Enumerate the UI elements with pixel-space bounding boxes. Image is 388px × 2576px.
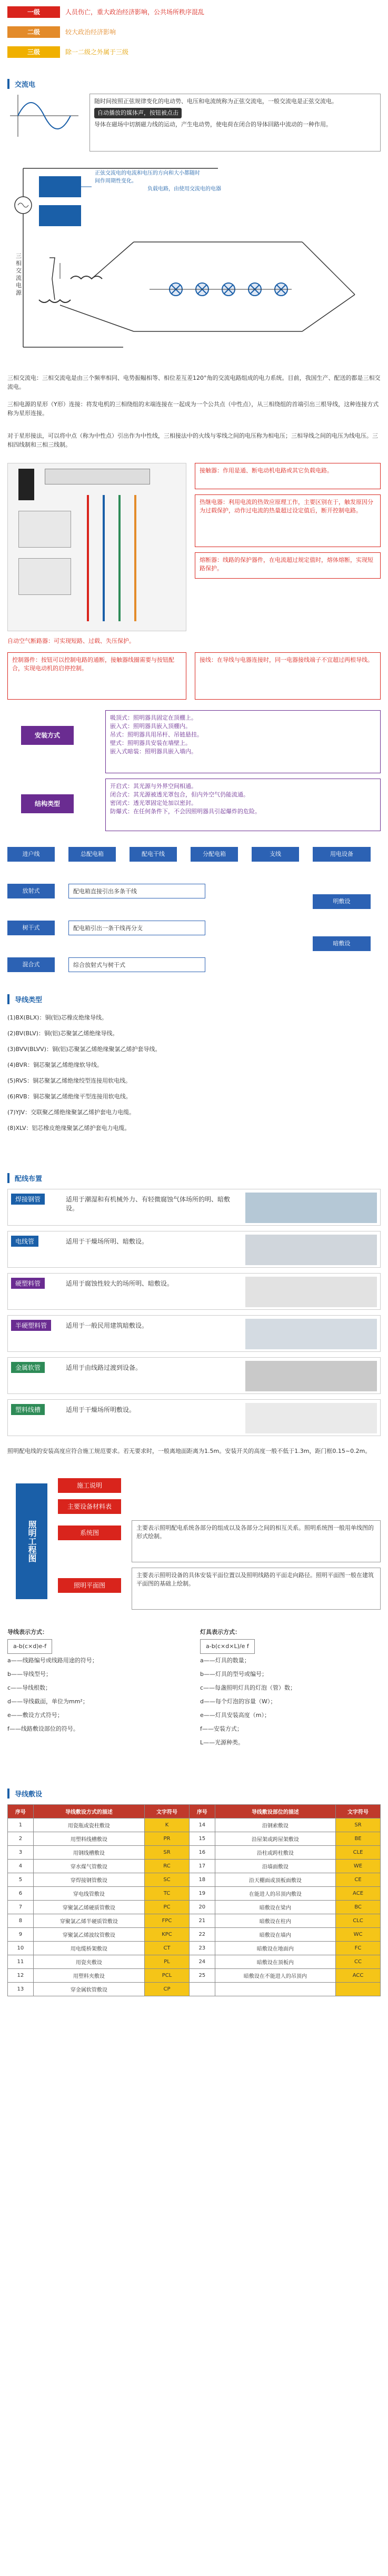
section-wire-title: 导线类型 [7,994,42,1004]
formula-line: f——线路敷设部位的符号。 [7,1725,79,1732]
table-cell: 22 [189,1928,215,1942]
pipe-item [7,1357,381,1394]
table-cell: 1 [8,1819,34,1832]
table-cell: 沿天棚面或顶板面敷设 [215,1873,335,1887]
table-cell: WE [336,1860,381,1873]
table-header: 导线敷设部位的描述 [215,1805,335,1819]
drawing-tag-2: 主要设备材料表 [58,1499,121,1514]
breaker-photo [7,463,186,631]
wire-item: (6)RVB：铜芯聚氯乙烯绝缘平型连接用软电线。 [7,1093,132,1100]
circuit-desc-2: 负载电路，由使用交流电的电器 [147,186,221,192]
table-cell: 9 [8,1928,34,1942]
structure-left-label: 结构类型 [21,794,74,813]
table-cell: 用瓷瓶或瓷柱敷设 [33,1819,144,1832]
table-cell: 19 [189,1887,215,1901]
section-ac-title: 交流电 [7,79,35,89]
flow-row-3: 混合式 [7,957,55,972]
level-tag-3: 三级 [7,46,60,58]
pipe-photo [245,1235,377,1265]
table-cell: CC [336,1955,381,1969]
wire-item: (8)XLV：铝芯橡皮绝缘聚氯乙烯护套电力电缆。 [7,1125,131,1132]
table-cell: RC [145,1860,190,1873]
table-cell: SC [145,1873,190,1887]
table-row [8,1819,381,1832]
label-breaker: 自动空气断路器：可实现短路、过载、失压保护。 [7,638,135,644]
formula-line2: d——每个灯泡的容量（W）； [200,1698,276,1705]
flow-side-1: 明敷设 [313,894,371,909]
table-cell: 穿聚氯乙烯硬质管敷设 [33,1901,144,1914]
table-cell: FPC [145,1914,190,1928]
pipe-item [7,1189,381,1226]
table-cell: 5 [8,1873,34,1887]
table-cell: 暗敷设在不能进人的吊顶内 [215,1969,335,1983]
level-text-1: 人员伤亡，重大政治经济影响，公共场所秩序混乱 [65,8,205,16]
table-cell: 用瓷夹敷设 [33,1955,144,1969]
formula-line2: a——灯具的数量； [200,1657,250,1664]
table-cell: 10 [8,1942,34,1955]
formula-title2: 灯具表示方式： [200,1629,241,1635]
formula-expr: a-b(c×d)e-f [7,1639,52,1654]
table-cell: 穿电线管敷设 [33,1887,144,1901]
pipe-photo [245,1193,377,1223]
flow-item-4: 分配电箱 [191,847,238,862]
flow-item-1: 进户线 [7,847,55,862]
lamp-formula [200,1625,381,1750]
formula-line: e——敷设方式符号； [7,1712,63,1719]
table-cell: 暗敷设在梁内 [215,1901,335,1914]
table-row [8,1914,381,1928]
pipe-item [7,1399,381,1436]
table-cell: 用塑料夹敷设 [33,1969,144,1983]
formula-line2: L——光源种类。 [200,1739,244,1746]
table-cell: PR [145,1832,190,1846]
level-text-3: 除一二级之外属于三级 [65,48,129,56]
table-cell: 21 [189,1914,215,1928]
table-cell: KPC [145,1928,190,1942]
table-row [8,1846,381,1860]
wire-item: (5)RVS：铜芯聚氯乙烯绝缘绞型连接用软电线。 [7,1077,132,1084]
table-row [8,1969,381,1983]
label-contactor: 接触器：作用是通、断电动机电路或其它负载电路。 [195,463,381,489]
pipe-photo [245,1319,377,1349]
ac-desc: 随时间按照正弦规律变化的电动势、电压和电流统称为正弦交流电，一般交流电是正弦交流电。 [94,98,337,105]
ac-desc2: 导体在磁场中切割磁力线的运动，产生电动势，使电荷在闭合的导体回路中流动的一种作用。 [94,121,332,128]
contactor-icon [18,511,71,548]
table-header: 文字符号 [336,1805,381,1819]
table-cell: 23 [189,1942,215,1955]
table-row [8,1901,381,1914]
wire-formula [7,1625,186,1736]
wire-item: (2)BV(BLV)：铜(铝)芯聚氯乙烯绝缘导线。 [7,1030,118,1037]
formula-line2: e——灯具安装高度（m）； [200,1712,270,1719]
drawing-tag-4: 照明平面图 [58,1578,121,1593]
wire-item: (3)BVV(BLVV)：铜(铝)芯聚氯乙烯绝缘聚氯乙烯护套导线。 [7,1046,161,1053]
pipe-photo [245,1403,377,1433]
section-table-title: 导线敷设 [7,1789,42,1799]
table-cell: WC [336,1928,381,1942]
table-cell: 穿聚氯乙烯波纹管敷设 [33,1928,144,1942]
table-cell: CLC [336,1914,381,1928]
table-row [8,1942,381,1955]
structure-types: 开启式：其光源与外界空间相通。 闭合式：其光源被透光罩包合，但内外空气仍能流通。 密闭式：透光罩固定处加以密封。 防爆式：在任何条件下，不会因照明器具引起爆炸的危险。 [105,779,381,831]
formula-line: c——导线根数； [7,1684,52,1691]
table-row [8,1928,381,1942]
table-cell: BC [336,1901,381,1914]
drawing-desc-1: 主要表示照明配电系统各部分的组成以及各部分之间的相互关系。照明系统图一般用单线图的形式绘制。 [132,1520,381,1562]
table-cell: 暗敷设在墙内 [215,1928,335,1942]
drawing-left-label: 照明工程图 [16,1483,47,1599]
table-cell: 4 [8,1860,34,1873]
flow-row-2: 树干式 [7,921,55,935]
circuit-desc-1: 正弦交流电的电流和电压的方向和大小都随时间作周期性变化。 [95,170,200,184]
formula-line: b——导线型号； [7,1671,52,1678]
ac-note-3: 对于星形接法，可以将中点（称为中性点）引出作为中性线，三相接法中的火线与零线之间的电压称为相电压；三相导线之间的电压为线电压。三相四线制和三相三线制。 [7,432,378,448]
label-wiring: 控制器件：按钮可以控制电路的通断，接触器线圈需要与按钮配合，实现电动机的启停控制。 [7,652,186,700]
pipe-item [7,1315,381,1352]
install-left-label: 安装方式 [21,726,74,745]
table-cell: 15 [189,1832,215,1846]
flow-row-1: 放射式 [7,884,55,898]
pipe-tag: 焊接钢管 [11,1194,45,1205]
wiring-code-table [7,1804,381,1996]
table-cell: CE [336,1873,381,1887]
table-cell: 暗敷设在顶板内 [215,1955,335,1969]
table-cell: 14 [189,1819,215,1832]
generator-label: 三相交流电源 [16,252,22,296]
pipe-text: 适用于由线路过渡到设备。 [66,1364,142,1371]
label-fuse: 熔断器：线路的保护器件，在电流超过规定值时，熔体熔断，实现短路保护。 [195,552,381,579]
label-delay: 接线：在导线与电器连接时，同一电器接线端子不宜超过两根导线。 [195,652,381,700]
formula-expr2: a-b(c×d×L)/e f [200,1639,255,1654]
table-cell: 13 [8,1983,34,1996]
table-cell: ACC [336,1969,381,1983]
pipe-tag: 半硬塑料管 [11,1320,51,1331]
drawing-intro: 照明配电线的安装高度应符合施工规范要求。若无要求时，一般离地面距离为1.5m。安装开关的高度一般不低于1.3m，距门框0.15~0.2m。 [7,1448,371,1454]
table-cell: ACE [336,1887,381,1901]
table-cell: 8 [8,1914,34,1928]
table-cell: 11 [8,1955,34,1969]
drawing-desc-2: 主要表示照明设备的具体安装平面位置以及照明线路的平面走向路径。照明平面图一般在建筑平面图的基础上绘制。 [132,1568,381,1610]
table-row [8,1955,381,1969]
flow-row-note-3: 综合放射式与树干式 [68,957,205,972]
pipe-tag: 电线管 [11,1236,38,1247]
table-cell: 在能进人的吊顶内敷设 [215,1887,335,1901]
table-cell: 穿焊接钢管敷设 [33,1873,144,1887]
formula-title: 导线表示方式： [7,1629,48,1635]
table-cell: 暗敷设在柱内 [215,1914,335,1928]
wire-item: (7)YJV：交联聚乙烯绝缘聚氯乙烯护套电力电缆。 [7,1109,135,1116]
formula-line2: c——每盏照明灯具的灯泡（管）数； [200,1684,296,1691]
flow-item-5: 支线 [252,847,299,862]
table-header: 文字符号 [145,1805,190,1819]
table-cell: 2 [8,1832,34,1846]
pipe-item [7,1273,381,1310]
formula-line: a——线路编号或线路用途的符号； [7,1657,98,1664]
table-cell: 24 [189,1955,215,1969]
pipe-text: 适用于干燥场所明、暗敷设。 [66,1238,148,1245]
formula-line2: f——安装方式； [200,1725,243,1732]
table-cell: 用电缆桥架敷设 [33,1942,144,1955]
flow-item-3: 配电干线 [130,847,177,862]
wire-item: (4)BVR：铜芯聚氯乙烯绝缘软导线。 [7,1062,103,1068]
pipe-photo [245,1361,377,1391]
table-cell: 7 [8,1901,34,1914]
table-cell: 25 [189,1969,215,1983]
ac-desc-box [89,94,381,151]
pipe-tag: 金属软管 [11,1362,45,1373]
pipe-text: 适用于干燥场所明敷设。 [66,1406,136,1413]
table-cell: 12 [8,1969,34,1983]
table-cell [215,1983,335,1996]
label-thermal-relay: 热继电器：利用电流的热效应原理工作，主要区别在于，触发原因分为过载保护，动作过电流的热量超过设定值后，断开控制电路。 [195,494,381,547]
table-row [8,1983,381,1996]
flow-side-2: 暗敷设 [313,936,371,951]
sine-wave-icon [7,92,81,139]
table-cell [189,1983,215,1996]
terminal-block-icon [45,469,150,484]
table-cell: 暗敷设在地面内 [215,1942,335,1955]
media-popup[interactable]: 自动播放的媒体声，按钮被点击 [94,108,182,118]
table-cell: 沿屋架或跨屋架敷设 [215,1832,335,1846]
drawing-tag-3: 系统图 [58,1526,121,1540]
table-cell: 18 [189,1873,215,1887]
table-cell: SR [336,1819,381,1832]
table-cell: TC [145,1887,190,1901]
table-cell: 3 [8,1846,34,1860]
wire-list [7,1010,381,1136]
table-cell: 穿聚氯乙烯半硬质管敷设 [33,1914,144,1928]
pipe-text: 适用于腐蚀性较大的场所明、暗敷设。 [66,1280,174,1287]
drawing-tag-1: 施工说明 [58,1478,121,1493]
table-cell: 6 [8,1887,34,1901]
table-cell: SR [145,1846,190,1860]
table-row [8,1873,381,1887]
table-cell: 20 [189,1901,215,1914]
pipe-text: 适用于一般民用建筑暗敷设。 [66,1322,148,1329]
pipe-tag: 塑料线槽 [11,1404,45,1415]
wire-item: (1)BX(BLX)：铜(铝)芯橡皮绝缘导线。 [7,1014,108,1021]
table-cell: 沿墙面敷设 [215,1860,335,1873]
ac-note-2: 三相电源的星形（Y形）连接：将发电机的三相绕组的末端连接在一起成为一个公共点（中性点），从三相绕组的首端引出三根导线，这种连接方式称为星形连接。 [7,401,379,417]
install-methods: 吸顶式：照明器具固定在顶棚上。 嵌入式：照明器具嵌入顶棚内。 吊式：照明器具用吊杆、吊链悬挂。 壁式：照明器具安装在墙壁上。 嵌入式暗装：照明器具嵌入墙内。 [105,710,381,773]
table-cell: 沿钢索敷设 [215,1819,335,1832]
pipe-item [7,1231,381,1268]
level-text-2: 较大政治经济影响 [65,28,116,36]
table-cell [336,1983,381,1996]
table-cell: CP [145,1983,190,1996]
table-row [8,1887,381,1901]
relay-icon [18,558,71,595]
flow-item-2: 总配电箱 [68,847,116,862]
pipe-photo [245,1277,377,1307]
flow-row-note-1: 配电箱直接引出多条干线 [68,884,205,898]
section-pipe-title: 配线布置 [7,1173,42,1183]
table-header: 序号 [189,1805,215,1819]
breaker-icon [18,469,34,500]
table-header: 序号 [8,1805,34,1819]
table-header: 导线敷设方式的描述 [33,1805,144,1819]
table-cell: 穿水煤气管敷设 [33,1860,144,1873]
pipe-text: 适用于潮湿和有机械外力、有轻微腐蚀气体场所的明、暗敷设。 [66,1196,231,1212]
formula-line2: b——灯具的型号或编号； [200,1671,267,1678]
table-cell: K [145,1819,190,1832]
ac-note-1: 三相交流电：三相交流电是由三个频率相同、电势振幅相等、相位差互差120°角的交流电路组成的电力系统。目前，我国生产、配送的都是三相交流电。 [7,375,381,390]
table-cell: FC [336,1942,381,1955]
pipe-tag: 硬塑料管 [11,1278,45,1289]
table-cell: 穿金属软管敷设 [33,1983,144,1996]
formula-line: d——导线截面，单位为mm²； [7,1698,88,1705]
flow-row-note-2: 配电箱引出一条干线再分支 [68,921,205,935]
flow-item-6: 用电设备 [313,847,371,862]
table-row [8,1860,381,1873]
table-cell: PCL [145,1969,190,1983]
table-cell: BE [336,1832,381,1846]
table-cell: 16 [189,1846,215,1860]
level-tag-2: 二级 [7,26,60,38]
level-tag-1: 一级 [7,6,60,18]
table-cell: 沿柱或跨柱敷设 [215,1846,335,1860]
table-cell: CT [145,1942,190,1955]
table-cell: PL [145,1955,190,1969]
table-cell: 用钢线槽敷设 [33,1846,144,1860]
table-cell: 17 [189,1860,215,1873]
table-cell: 用塑料线槽敷设 [33,1832,144,1846]
table-cell: PC [145,1901,190,1914]
table-cell: CLE [336,1846,381,1860]
table-row [8,1832,381,1846]
